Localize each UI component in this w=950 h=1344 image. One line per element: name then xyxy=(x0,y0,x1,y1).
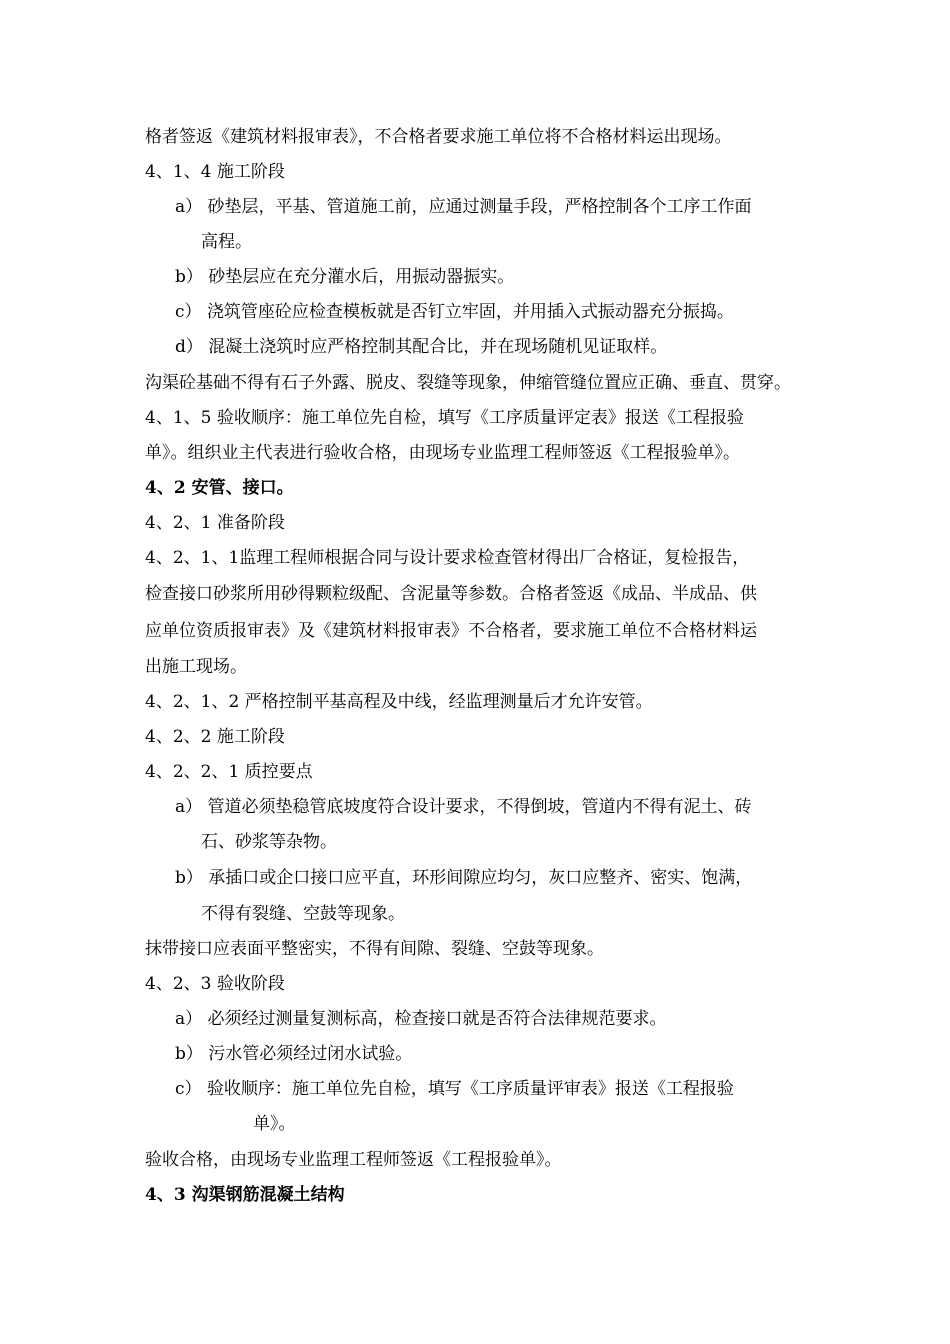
list-item-continuation: 高程。 xyxy=(201,232,252,252)
text-line: 格者签返《建筑材料报审表》，不合格者要求施工单位将不合格材料运出现场。 xyxy=(145,127,732,147)
list-item: a） 砂垫层，平基、管道施工前，应通过测量手段，严格控制各个工序工作面 xyxy=(175,197,752,217)
section-heading: 4、2、1 准备阶段 xyxy=(145,513,285,533)
list-item-continuation: 不得有裂缝、空鼓等现象。 xyxy=(201,904,405,924)
text-line: 出施工现场。 xyxy=(145,657,247,677)
list-item: c） 浇筑管座砼应检查模板就是否钉立牢固，并用插入式振动器充分振捣。 xyxy=(175,302,734,322)
text-line: 单》。组织业主代表进行验收合格，由现场专业监理工程师签返《工程报验单》。 xyxy=(145,443,740,463)
section-heading-bold: 4、3 沟渠钢筋混凝土结构 xyxy=(145,1185,345,1205)
section-heading-bold: 4、2 安管、接口。 xyxy=(145,478,294,498)
list-item: b） 承插口或企口接口应平直，环形间隙应均匀，灰口应整齐、密实、饱满， xyxy=(175,868,753,888)
list-item: b） 砂垫层应在充分灌水后，用振动器振实。 xyxy=(175,267,515,287)
list-item: a） 必须经过测量复测标高，检查接口就是否符合法律规范要求。 xyxy=(175,1009,667,1029)
section-heading: 4、1、4 施工阶段 xyxy=(145,162,285,182)
section-heading: 4、2、2 施工阶段 xyxy=(145,727,285,747)
list-item-continuation: 石、砂浆等杂物。 xyxy=(201,832,337,852)
list-item-continuation: 单》。 xyxy=(253,1114,296,1134)
section-heading: 4、2、2、1 质控要点 xyxy=(145,762,313,782)
list-item: a） 管道必须垫稳管底坡度符合设计要求，不得倒坡，管道内不得有泥土、砖 xyxy=(175,797,752,817)
text-line: 检查接口砂浆所用砂得颗粒级配、含泥量等参数。合格者签返《成品、半成品、供 xyxy=(145,584,757,604)
text-line: 4、1、5 验收顺序：施工单位先自检，填写《工序质量评定表》报送《工程报验 xyxy=(145,408,744,428)
list-item: d） 混凝土浇筑时应严格控制其配合比，并在现场随机见证取样。 xyxy=(175,337,668,357)
text-line: 4、2、1、1监理工程师根据合同与设计要求检查管材得出厂合格证，复检报告， xyxy=(145,548,750,568)
text-line: 验收合格，由现场专业监理工程师签返《工程报验单》。 xyxy=(145,1150,562,1170)
text-line: 4、2、1、2 严格控制平基高程及中线，经监理测量后才允许安管。 xyxy=(145,692,653,712)
text-line: 沟渠砼基础不得有石子外露、脱皮、裂缝等现象，伸缩管缝位置应正确、垂直、贯穿。 xyxy=(145,373,791,393)
text-line: 抹带接口应表面平整密实，不得有间隙、裂缝、空鼓等现象。 xyxy=(145,939,604,959)
list-item: b） 污水管必须经过闭水试验。 xyxy=(175,1044,413,1064)
text-line: 应单位资质报审表》及《建筑材料报审表》不合格者，要求施工单位不合格材料运 xyxy=(145,621,757,641)
section-heading: 4、2、3 验收阶段 xyxy=(145,974,285,994)
list-item: c） 验收顺序：施工单位先自检，填写《工序质量评审表》报送《工程报验 xyxy=(175,1079,734,1099)
